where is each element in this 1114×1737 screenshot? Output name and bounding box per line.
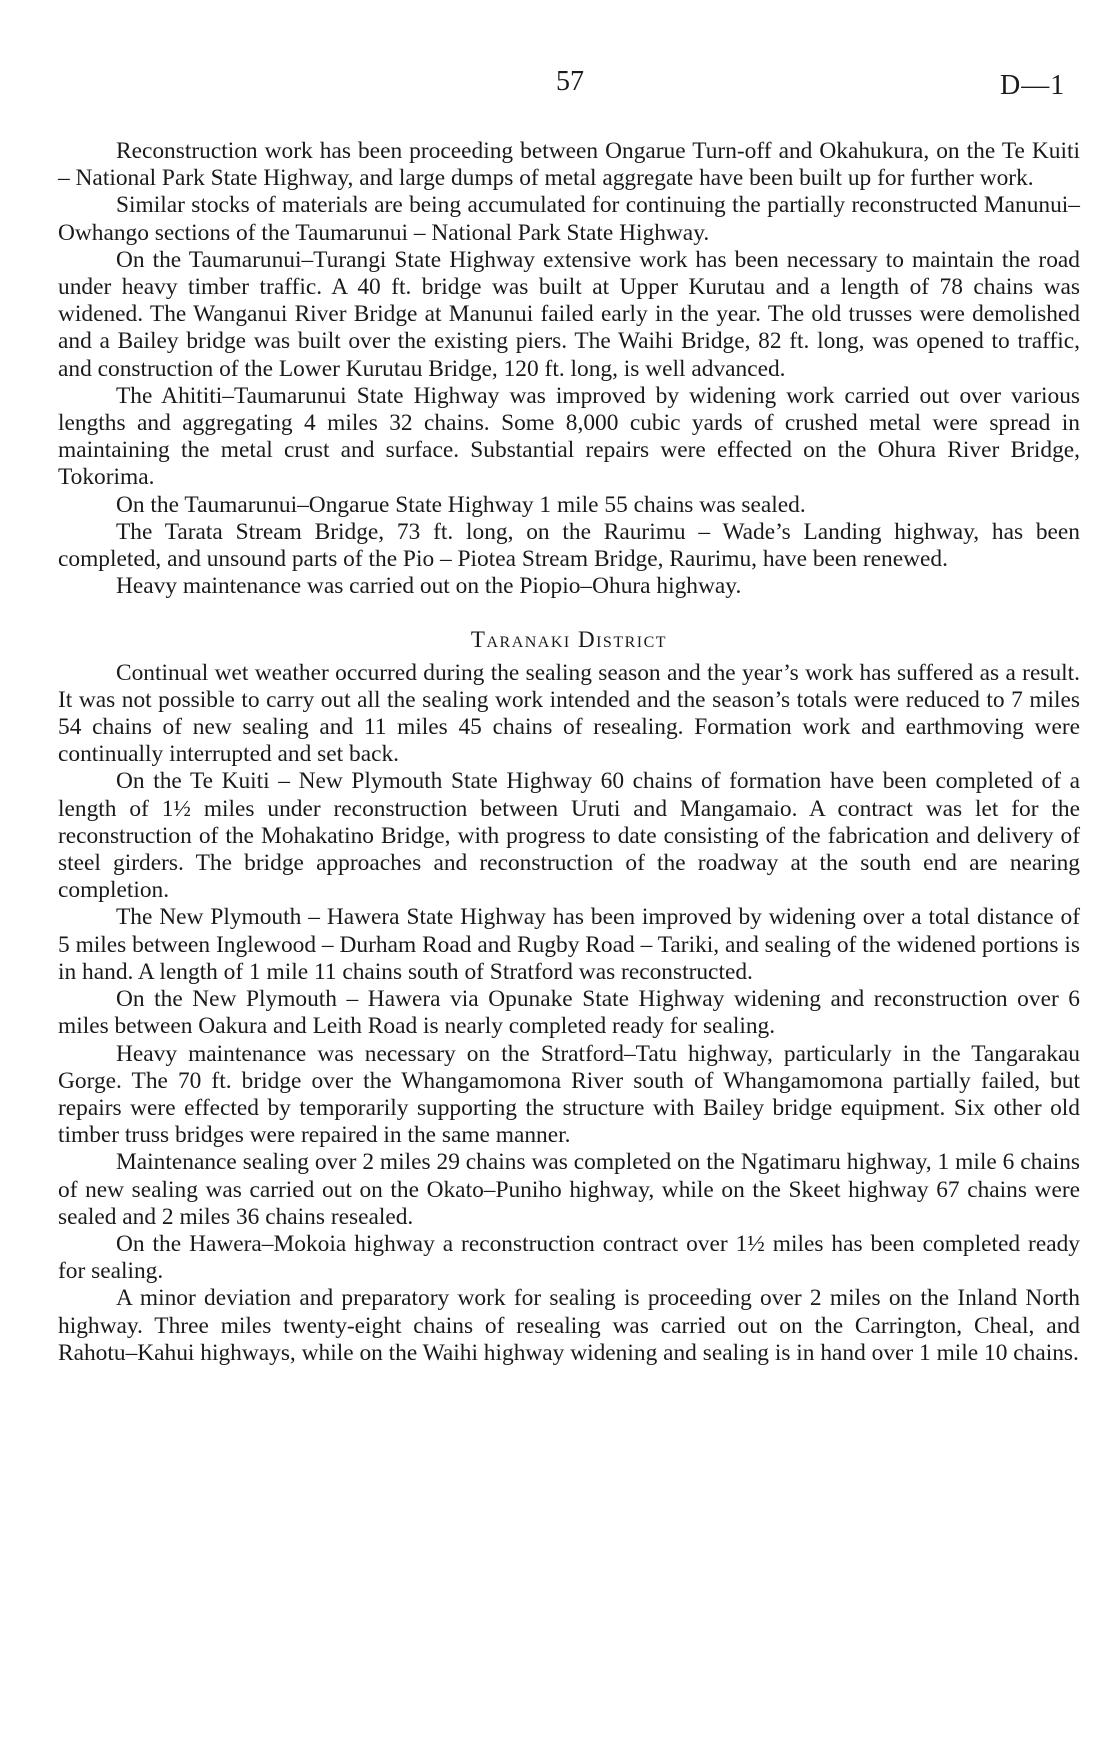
paragraph: On the Hawera–Mokoia highway a reconstruction contract over 1½ miles has been completed ready for sealing. bbox=[58, 1230, 1080, 1285]
paragraph: A minor deviation and preparatory work for sealing is proceeding over 2 miles on the Inland North highway. Three miles twenty-eight chains of resealing was carried out on the Carrington, Cheal, and Rahotu–Kahui highways, while on the Waihi highway widening and sealing is in hand over 1 mile 10 chains. bbox=[58, 1285, 1080, 1366]
paragraph: On the New Plymouth – Hawera via Opunake State Highway widening and reconstruction over 6 miles between Oakura and Leith Road is nearly completed ready for sealing. bbox=[58, 986, 1080, 1040]
paragraph: Continual wet weather occurred during the sealing season and the year’s work has suffered as a result. It was not possible to carry out all the sealing work intended and the season’s totals were reduced to 7 miles 54 chains of new sealing and 11 miles 45 chains of resealing. Formation work and earthmoving were continually interrupted and set back. bbox=[58, 659, 1080, 768]
paragraph: Similar stocks of materials are being accumulated for continuing the partially reconstructed Manunui–Owhango sections of the Taumarunui – National Park State Highway. bbox=[58, 192, 1080, 246]
document-code: D—1 bbox=[1000, 70, 1066, 101]
paragraph: Heavy maintenance was carried out on the Piopio–Ohura highway. bbox=[116, 573, 742, 600]
paragraph: The New Plymouth – Hawera State Highway has been improved by widening over a total distance of 5 miles between Inglewood – Durham Road and Rugby Road – Tariki, and sealing of the widened portions is in hand. A length of 1 mile 11 chains south of Stratford was reconstructed. bbox=[58, 904, 1080, 985]
body-text bbox=[58, 138, 1080, 1367]
paragraph: Heavy maintenance was necessary on the Stratford–Tatu highway, particularly in the Tangarakau Gorge. The 70 ft. bridge over the Whangamomona River south of Whangamomona partially failed, but repairs were effected by temporarily supporting the structure with Bailey bridge equipment. Six other old timber truss bridges were repaired in the same manner. bbox=[58, 1040, 1080, 1149]
section-highways-continued bbox=[58, 138, 1080, 600]
paragraph: On the Te Kuiti – New Plymouth State Highway 60 chains of formation have been completed of a length of 1½ miles under reconstruction between Uruti and Mangamaio. A contract was let for the reconstruction of the Mohakatino Bridge, with progress to date consisting of the fabrication and delivery of steel girders. The bridge approaches and reconstruction of the roadway at the south end are nearing completion. bbox=[58, 768, 1080, 904]
paragraph: Maintenance sealing over 2 miles 29 chains was completed on the Ngatimaru highway, 1 mile 6 chains of new sealing was carried out on the Okato–Puniho highway, while on the Skeet highway 67 chains were sealed and 2 miles 36 chains resealed. bbox=[58, 1149, 1080, 1230]
paragraph: On the Taumarunui–Turangi State Highway extensive work has been necessary to maintain the road under heavy timber traffic. A 40 ft. bridge was built at Upper Kurutau and a length of 78 chains was widened. The Wanganui River Bridge at Manunui failed early in the year. The old trusses were demolished and a Bailey bridge was built over the existing piers. The Waihi Bridge, 82 ft. long, was opened to traffic, and construction of the Lower Kurutau Bridge, 120 ft. long, is well advanced. bbox=[58, 246, 1080, 382]
page-number: 57 bbox=[556, 66, 584, 97]
paragraph: On the Taumarunui–Ongarue State Highway 1 mile 55 chains was sealed. bbox=[116, 491, 806, 518]
paragraph: The Tarata Stream Bridge, 73 ft. long, on the Raurimu – Wade’s Landing highway, has been completed, and unsound parts of the Pio – Piotea Stream Bridge, Raurimu, have been renewed. bbox=[58, 518, 1080, 573]
paragraph: The Ahititi–Taumarunui State Highway was improved by widening work carried out over various lengths and aggregating 4 miles 32 chains. Some 8,000 cubic yards of crushed metal were spread in maintaining the metal crust and surface. Substantial repairs were effected on the Ohura River Bridge, Tokorima. bbox=[58, 382, 1080, 491]
section-taranaki-district bbox=[58, 660, 1080, 1367]
paragraph: Reconstruction work has been proceeding between Ongarue Turn-off and Okahukura, on the Te Kuiti – National Park State Highway, and large dumps of metal aggregate have been built up for further work. bbox=[58, 138, 1080, 192]
section-heading-taranaki-district: Taranaki District bbox=[470, 627, 668, 653]
